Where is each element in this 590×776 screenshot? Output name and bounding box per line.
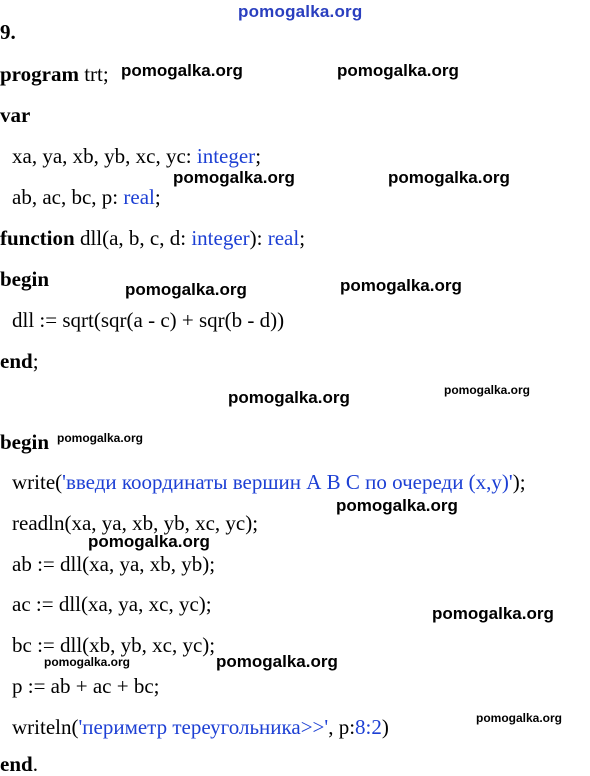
code-text: .: [32, 752, 38, 776]
code-text: ;: [299, 226, 306, 250]
code-line-write: [12, 470, 526, 494]
code-text: xa, ya, xb, yb, xc, yc:: [12, 144, 197, 168]
code-line-ac: ac := dll(xa, ya, xc, yc);: [12, 592, 212, 616]
watermark: pomogalka.org: [432, 604, 554, 623]
code-text: trt;: [78, 62, 109, 86]
watermark: pomogalka.org: [125, 280, 247, 299]
code-text: ;: [32, 349, 39, 373]
watermark: pomogalka.org: [476, 711, 563, 725]
code-line-bc: bc := dll(xb, yb, xc, yc);: [12, 633, 216, 657]
code-line-end-program: [0, 752, 38, 776]
keyword: end: [0, 752, 33, 776]
code-line-var-integer: [12, 144, 261, 168]
code-text: dll(a, b, c, d:: [74, 226, 192, 250]
code-text: ;: [154, 185, 161, 209]
code-line-function: [0, 226, 305, 250]
watermark-top: pomogalka.org: [238, 2, 363, 21]
type-name: real: [267, 226, 300, 250]
format-spec: 8:2: [355, 715, 382, 739]
watermark: pomogalka.org: [444, 383, 531, 397]
watermark: pomogalka.org: [57, 431, 144, 445]
code-text: writeln(: [12, 715, 79, 739]
watermark: pomogalka.org: [44, 655, 131, 669]
watermark: pomogalka.org: [340, 276, 462, 295]
code-line-begin: begin: [0, 267, 50, 291]
watermark: pomogalka.org: [216, 652, 338, 671]
keyword: program: [0, 62, 79, 86]
code-text: , p:: [328, 715, 356, 739]
watermark: pomogalka.org: [173, 168, 295, 187]
watermark: pomogalka.org: [337, 61, 459, 80]
string-literal: 'периметр тереугольника>>': [78, 715, 329, 739]
code-line-ab: ab := dll(xa, ya, xb, yb);: [12, 552, 216, 576]
code-text: ): [381, 715, 389, 739]
code-line-end-function: [0, 349, 39, 373]
watermark: pomogalka.org: [121, 61, 243, 80]
type-name: real: [123, 185, 155, 209]
code-text: ;: [255, 144, 262, 168]
code-line-readln: readln(xa, ya, xb, yb, xc, yc);: [12, 511, 259, 535]
watermark: pomogalka.org: [88, 532, 210, 551]
code-text: ):: [249, 226, 268, 250]
string-literal: 'введи координаты вершин А В С по очереди (x,y)': [62, 470, 513, 494]
watermark: pomogalka.org: [336, 496, 458, 515]
keyword: end: [0, 349, 33, 373]
watermark: pomogalka.org: [228, 388, 350, 407]
task-number: 9.: [0, 20, 16, 44]
code-text: write(: [12, 470, 63, 494]
keyword: function: [0, 226, 75, 250]
code-line-main-begin: begin: [0, 430, 50, 454]
code-text: );: [512, 470, 526, 494]
code-line-p: p := ab + ac + bc;: [12, 674, 160, 698]
code-line-program: [0, 62, 109, 86]
watermark: pomogalka.org: [388, 168, 510, 187]
code-line-var-real: [12, 185, 161, 209]
code-line-var: var: [0, 103, 31, 127]
type-name: integer: [196, 144, 256, 168]
code-text: ab, ac, bc, p:: [12, 185, 124, 209]
code-line-writeln: [12, 715, 389, 739]
type-name: integer: [191, 226, 250, 250]
code-line-dll-body: dll := sqrt(sqr(a - c) + sqr(b - d)): [12, 308, 285, 332]
